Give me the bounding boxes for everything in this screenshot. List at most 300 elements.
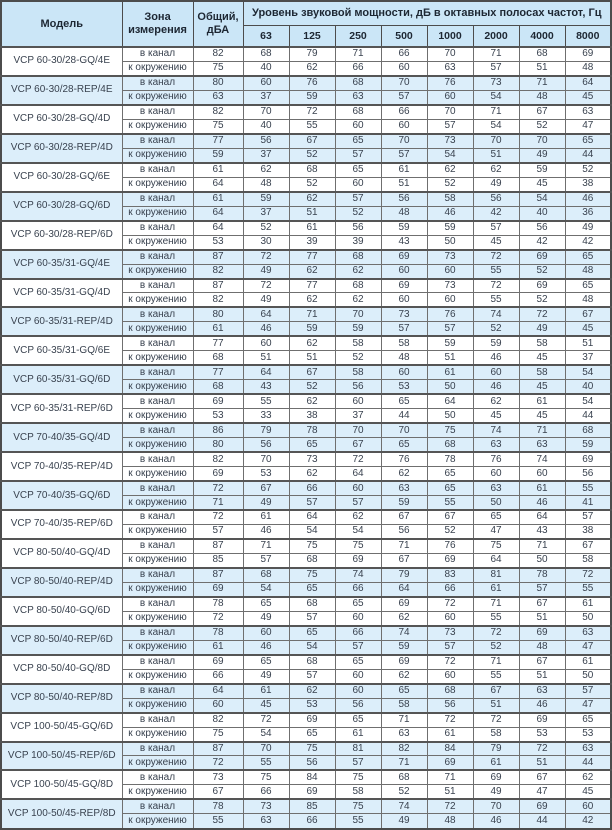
total-dba-value: 87 xyxy=(193,742,243,756)
spl-value: 64 xyxy=(519,510,565,524)
total-dba-value: 67 xyxy=(193,785,243,799)
spl-value: 46 xyxy=(243,524,289,538)
spl-value: 46 xyxy=(243,640,289,654)
zone-label: в канал xyxy=(122,626,193,640)
spl-value: 42 xyxy=(519,235,565,249)
total-dba-value: 80 xyxy=(193,76,243,90)
spl-value: 62 xyxy=(289,336,335,350)
zone-label: к окружению xyxy=(122,727,193,741)
zone-label: к окружению xyxy=(122,582,193,596)
spl-value: 57 xyxy=(381,148,427,162)
spl-value: 79 xyxy=(381,568,427,582)
spl-value: 45 xyxy=(565,322,611,336)
spl-value: 52 xyxy=(335,206,381,220)
spl-value: 71 xyxy=(519,539,565,553)
spl-value: 49 xyxy=(473,177,519,191)
spl-value: 56 xyxy=(335,698,381,712)
zone-label: к окружению xyxy=(122,235,193,249)
zone-label: к окружению xyxy=(122,409,193,423)
spl-value: 60 xyxy=(335,669,381,683)
spl-value: 68 xyxy=(289,553,335,567)
total-dba-value: 80 xyxy=(193,438,243,452)
spl-value: 45 xyxy=(519,351,565,365)
spl-value: 69 xyxy=(519,250,565,264)
spl-value: 76 xyxy=(427,76,473,90)
spl-value: 45 xyxy=(243,698,289,712)
spl-value: 75 xyxy=(335,539,381,553)
model-name: VCP 60-35/31-GQ/4E xyxy=(1,250,122,279)
spl-value: 49 xyxy=(243,496,289,510)
spl-value: 56 xyxy=(289,756,335,770)
spl-value: 69 xyxy=(427,756,473,770)
spl-value: 63 xyxy=(381,481,427,495)
table-row xyxy=(1,279,611,293)
zone-label: в канал xyxy=(122,250,193,264)
spl-value: 55 xyxy=(427,496,473,510)
spl-value: 69 xyxy=(519,626,565,640)
spl-value: 56 xyxy=(381,524,427,538)
spl-value: 59 xyxy=(565,438,611,452)
spl-value: 70 xyxy=(335,423,381,437)
zone-label: к окружению xyxy=(122,322,193,336)
zone-label: в канал xyxy=(122,163,193,177)
spl-value: 62 xyxy=(335,293,381,307)
total-dba-value: 82 xyxy=(193,105,243,119)
spl-value: 62 xyxy=(289,264,335,278)
spl-value: 53 xyxy=(243,467,289,481)
spl-value: 73 xyxy=(381,307,427,321)
col-header-freq-1000: 1000 xyxy=(427,26,473,48)
spl-value: 78 xyxy=(519,568,565,582)
spl-value: 63 xyxy=(335,90,381,104)
spl-value: 56 xyxy=(427,698,473,712)
col-header-spl-title: Уровень звуковой мощности, дБ в октавных полосах частот, Гц xyxy=(243,1,611,26)
spl-value: 67 xyxy=(473,684,519,698)
spl-value: 53 xyxy=(289,698,335,712)
spl-value: 59 xyxy=(381,496,427,510)
zone-label: в канал xyxy=(122,47,193,61)
spl-value: 56 xyxy=(473,192,519,206)
table-row xyxy=(1,221,611,235)
spl-value: 68 xyxy=(381,770,427,784)
spl-value: 62 xyxy=(289,394,335,408)
total-dba-value: 72 xyxy=(193,611,243,625)
spl-value: 71 xyxy=(473,47,519,61)
spl-value: 55 xyxy=(565,582,611,596)
spl-value: 50 xyxy=(565,611,611,625)
spl-value: 52 xyxy=(335,351,381,365)
zone-label: к окружению xyxy=(122,206,193,220)
model-name: VCP 60-30/28-GQ/6D xyxy=(1,192,122,221)
model-name: VCP 80-50/40-REP/4D xyxy=(1,568,122,597)
spl-value: 65 xyxy=(427,481,473,495)
model-name: VCP 80-50/40-GQ/4D xyxy=(1,539,122,568)
spl-value: 81 xyxy=(473,568,519,582)
spl-value: 42 xyxy=(565,235,611,249)
spl-value: 65 xyxy=(565,250,611,264)
spl-value: 55 xyxy=(473,293,519,307)
total-dba-value: 73 xyxy=(193,770,243,784)
spl-value: 58 xyxy=(427,192,473,206)
total-dba-value: 66 xyxy=(193,669,243,683)
spl-value: 61 xyxy=(473,582,519,596)
total-dba-value: 87 xyxy=(193,539,243,553)
spl-value: 69 xyxy=(519,279,565,293)
total-dba-value: 87 xyxy=(193,250,243,264)
spl-value: 60 xyxy=(381,365,427,379)
spl-value: 74 xyxy=(473,307,519,321)
spl-value: 71 xyxy=(381,539,427,553)
spl-value: 76 xyxy=(381,452,427,466)
spl-value: 77 xyxy=(289,250,335,264)
zone-label: в канал xyxy=(122,655,193,669)
zone-label: в канал xyxy=(122,742,193,756)
table-body xyxy=(1,47,611,829)
spl-value: 60 xyxy=(335,611,381,625)
zone-label: к окружению xyxy=(122,293,193,307)
spl-value: 55 xyxy=(473,611,519,625)
spl-value: 66 xyxy=(335,61,381,75)
spl-value: 78 xyxy=(289,423,335,437)
spl-value: 67 xyxy=(519,770,565,784)
table-row xyxy=(1,713,611,727)
spl-value: 59 xyxy=(289,322,335,336)
spl-value: 70 xyxy=(381,423,427,437)
spl-value: 54 xyxy=(335,524,381,538)
spl-value: 61 xyxy=(519,394,565,408)
spl-value: 69 xyxy=(519,713,565,727)
spl-value: 62 xyxy=(289,293,335,307)
spl-value: 59 xyxy=(427,336,473,350)
model-name: VCP 60-35/31-REP/4D xyxy=(1,307,122,336)
spl-value: 72 xyxy=(243,713,289,727)
spl-value: 57 xyxy=(519,582,565,596)
spl-value: 45 xyxy=(565,90,611,104)
table-row xyxy=(1,539,611,553)
spl-value: 57 xyxy=(473,221,519,235)
spl-value: 58 xyxy=(381,698,427,712)
table-row xyxy=(1,163,611,177)
spl-value: 50 xyxy=(427,380,473,394)
spl-value: 75 xyxy=(243,770,289,784)
spl-value: 48 xyxy=(381,351,427,365)
spl-value: 60 xyxy=(335,394,381,408)
table-row xyxy=(1,626,611,640)
spl-value: 40 xyxy=(565,380,611,394)
spl-value: 70 xyxy=(243,105,289,119)
spl-value: 68 xyxy=(289,597,335,611)
spl-value: 42 xyxy=(473,206,519,220)
spl-value: 63 xyxy=(473,438,519,452)
spl-value: 51 xyxy=(565,336,611,350)
spl-value: 79 xyxy=(243,423,289,437)
model-name: VCP 80-50/40-GQ/8D xyxy=(1,655,122,684)
spl-value: 72 xyxy=(243,250,289,264)
total-dba-value: 63 xyxy=(193,90,243,104)
spl-value: 79 xyxy=(473,742,519,756)
total-dba-value: 69 xyxy=(193,394,243,408)
spl-value: 58 xyxy=(335,336,381,350)
spl-value: 59 xyxy=(289,90,335,104)
spl-value: 81 xyxy=(335,742,381,756)
spl-value: 83 xyxy=(427,568,473,582)
total-dba-value: 64 xyxy=(193,684,243,698)
spl-value: 75 xyxy=(335,799,381,813)
spl-value: 72 xyxy=(473,626,519,640)
spl-value: 68 xyxy=(289,655,335,669)
model-name: VCP 60-35/31-REP/6D xyxy=(1,394,122,423)
spl-value: 57 xyxy=(473,61,519,75)
spl-value: 73 xyxy=(427,250,473,264)
spl-value: 52 xyxy=(519,264,565,278)
spl-value: 57 xyxy=(427,322,473,336)
spl-value: 56 xyxy=(335,221,381,235)
model-name: VCP 70-40/35-GQ/4D xyxy=(1,423,122,452)
spl-value: 70 xyxy=(519,134,565,148)
spl-value: 61 xyxy=(243,510,289,524)
spl-value: 85 xyxy=(289,799,335,813)
zone-label: в канал xyxy=(122,568,193,582)
spl-value: 48 xyxy=(565,293,611,307)
spl-value: 71 xyxy=(427,770,473,784)
table-row xyxy=(1,423,611,437)
spl-value: 59 xyxy=(427,221,473,235)
zone-label: в канал xyxy=(122,799,193,813)
spl-value: 62 xyxy=(381,467,427,481)
spl-value: 51 xyxy=(289,206,335,220)
spl-value: 67 xyxy=(427,510,473,524)
spl-value: 71 xyxy=(381,713,427,727)
spl-value: 72 xyxy=(427,597,473,611)
spl-value: 44 xyxy=(565,756,611,770)
spl-value: 67 xyxy=(289,134,335,148)
spl-value: 47 xyxy=(565,640,611,654)
col-header-zone: Зона измерения xyxy=(122,1,193,47)
zone-label: к окружению xyxy=(122,351,193,365)
spl-value: 51 xyxy=(519,669,565,683)
total-dba-value: 75 xyxy=(193,119,243,133)
total-dba-value: 68 xyxy=(193,380,243,394)
table-row xyxy=(1,134,611,148)
spl-value: 59 xyxy=(243,192,289,206)
zone-label: в канал xyxy=(122,597,193,611)
spl-value: 67 xyxy=(519,105,565,119)
spl-value: 57 xyxy=(289,611,335,625)
spl-value: 66 xyxy=(243,785,289,799)
model-name: VCP 60-30/28-REP/4D xyxy=(1,134,122,163)
spl-value: 70 xyxy=(335,307,381,321)
spl-value: 54 xyxy=(565,394,611,408)
spl-value: 54 xyxy=(427,148,473,162)
zone-label: в канал xyxy=(122,539,193,553)
spl-value: 30 xyxy=(243,235,289,249)
spl-value: 74 xyxy=(473,423,519,437)
spl-value: 46 xyxy=(519,698,565,712)
zone-label: в канал xyxy=(122,365,193,379)
spl-value: 73 xyxy=(243,799,289,813)
spl-value: 69 xyxy=(335,553,381,567)
spl-value: 57 xyxy=(289,669,335,683)
spl-value: 70 xyxy=(381,76,427,90)
header-row-main xyxy=(1,1,611,26)
spl-value: 58 xyxy=(519,365,565,379)
spl-value: 62 xyxy=(289,684,335,698)
spl-value: 61 xyxy=(519,481,565,495)
spl-value: 37 xyxy=(243,90,289,104)
spl-value: 60 xyxy=(427,264,473,278)
spl-value: 71 xyxy=(519,423,565,437)
spl-value: 65 xyxy=(289,626,335,640)
spl-value: 66 xyxy=(289,481,335,495)
spl-value: 56 xyxy=(519,221,565,235)
spl-value: 49 xyxy=(381,814,427,829)
spl-value: 71 xyxy=(519,76,565,90)
spl-value: 54 xyxy=(473,119,519,133)
total-dba-value: 59 xyxy=(193,148,243,162)
spl-value: 72 xyxy=(473,250,519,264)
spl-value: 59 xyxy=(381,221,427,235)
spl-value: 69 xyxy=(381,655,427,669)
zone-label: к окружению xyxy=(122,438,193,452)
spl-value: 57 xyxy=(427,119,473,133)
spl-value: 70 xyxy=(427,105,473,119)
spl-value: 63 xyxy=(565,626,611,640)
spl-value: 59 xyxy=(473,336,519,350)
spl-value: 61 xyxy=(243,684,289,698)
spl-value: 72 xyxy=(243,279,289,293)
spl-value: 66 xyxy=(335,626,381,640)
spl-value: 65 xyxy=(335,597,381,611)
zone-label: к окружению xyxy=(122,177,193,191)
spl-value: 61 xyxy=(473,756,519,770)
spl-value: 53 xyxy=(381,380,427,394)
spl-value: 45 xyxy=(473,409,519,423)
zone-label: к окружению xyxy=(122,640,193,654)
spl-value: 60 xyxy=(427,90,473,104)
spl-value: 38 xyxy=(289,409,335,423)
spl-value: 52 xyxy=(519,293,565,307)
spl-value: 65 xyxy=(335,655,381,669)
spl-value: 57 xyxy=(335,192,381,206)
spl-value: 67 xyxy=(335,438,381,452)
spl-value: 69 xyxy=(427,553,473,567)
spl-value: 46 xyxy=(565,192,611,206)
spl-value: 60 xyxy=(335,119,381,133)
col-header-total-dba: Общий, дБА xyxy=(193,1,243,47)
spl-value: 68 xyxy=(335,76,381,90)
zone-label: к окружению xyxy=(122,524,193,538)
spl-value: 43 xyxy=(243,380,289,394)
spl-value: 51 xyxy=(243,351,289,365)
spl-value: 70 xyxy=(243,452,289,466)
zone-label: к окружению xyxy=(122,553,193,567)
spl-value: 67 xyxy=(519,597,565,611)
spl-value: 55 xyxy=(565,481,611,495)
total-dba-value: 82 xyxy=(193,293,243,307)
spl-value: 50 xyxy=(565,669,611,683)
spl-value: 44 xyxy=(381,409,427,423)
spl-value: 57 xyxy=(335,756,381,770)
zone-label: к окружению xyxy=(122,698,193,712)
zone-label: к окружению xyxy=(122,148,193,162)
spl-value: 65 xyxy=(565,279,611,293)
spl-value: 42 xyxy=(565,814,611,829)
zone-label: к окружению xyxy=(122,264,193,278)
spl-value: 68 xyxy=(335,105,381,119)
spl-value: 61 xyxy=(427,727,473,741)
total-dba-value: 77 xyxy=(193,134,243,148)
spl-value: 57 xyxy=(243,553,289,567)
zone-label: к окружению xyxy=(122,90,193,104)
spl-value: 55 xyxy=(335,814,381,829)
spl-value: 64 xyxy=(335,467,381,481)
model-name: VCP 100-50/45-GQ/6D xyxy=(1,713,122,742)
spl-value: 46 xyxy=(473,351,519,365)
spl-value: 70 xyxy=(473,799,519,813)
spl-value: 57 xyxy=(565,510,611,524)
spl-value: 52 xyxy=(289,148,335,162)
zone-label: к окружению xyxy=(122,611,193,625)
spl-value: 62 xyxy=(289,192,335,206)
spl-value: 70 xyxy=(381,134,427,148)
total-dba-value: 57 xyxy=(193,524,243,538)
spl-value: 65 xyxy=(381,394,427,408)
spl-value: 71 xyxy=(473,105,519,119)
total-dba-value: 61 xyxy=(193,163,243,177)
zone-label: в канал xyxy=(122,452,193,466)
spl-value: 60 xyxy=(381,61,427,75)
spl-value: 65 xyxy=(473,510,519,524)
spl-value: 57 xyxy=(335,496,381,510)
spl-value: 52 xyxy=(565,163,611,177)
spl-value: 47 xyxy=(473,524,519,538)
total-dba-value: 72 xyxy=(193,510,243,524)
spl-value: 67 xyxy=(289,365,335,379)
spl-value: 33 xyxy=(243,409,289,423)
spl-value: 60 xyxy=(335,481,381,495)
zone-label: в канал xyxy=(122,423,193,437)
spl-value: 60 xyxy=(427,611,473,625)
model-name: VCP 80-50/40-GQ/6D xyxy=(1,597,122,626)
spl-value: 74 xyxy=(381,799,427,813)
total-dba-value: 71 xyxy=(193,496,243,510)
zone-label: в канал xyxy=(122,76,193,90)
spl-value: 38 xyxy=(565,177,611,191)
table-row xyxy=(1,655,611,669)
spl-value: 60 xyxy=(243,336,289,350)
col-header-freq-2000: 2000 xyxy=(473,26,519,48)
spl-value: 54 xyxy=(473,90,519,104)
spl-value: 58 xyxy=(335,365,381,379)
spl-value: 58 xyxy=(381,336,427,350)
model-name: VCP 70-40/35-REP/4D xyxy=(1,452,122,481)
spl-value: 49 xyxy=(243,264,289,278)
spl-value: 68 xyxy=(335,279,381,293)
table-row xyxy=(1,250,611,264)
spl-value: 51 xyxy=(427,785,473,799)
total-dba-value: 78 xyxy=(193,597,243,611)
spl-value: 37 xyxy=(335,409,381,423)
spl-value: 58 xyxy=(565,553,611,567)
total-dba-value: 78 xyxy=(193,799,243,813)
spl-value: 62 xyxy=(289,61,335,75)
zone-label: к окружению xyxy=(122,61,193,75)
spl-value: 60 xyxy=(381,264,427,278)
spl-value: 52 xyxy=(381,785,427,799)
spl-value: 65 xyxy=(289,582,335,596)
spl-value: 63 xyxy=(565,105,611,119)
spl-value: 64 xyxy=(381,582,427,596)
